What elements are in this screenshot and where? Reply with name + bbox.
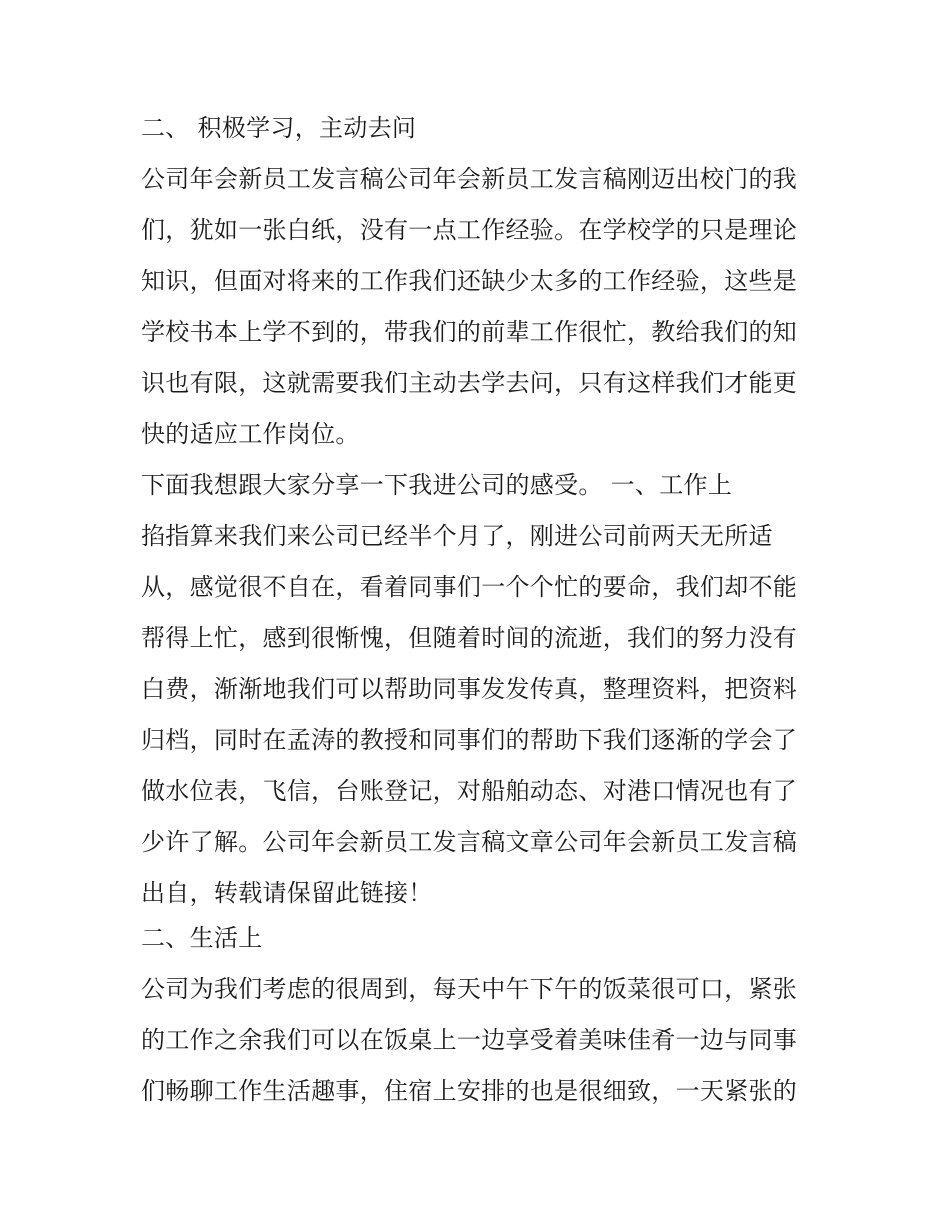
paragraph-line: 帮得上忙，感到很惭愧，但随着时间的流逝，我们的努力没有	[141, 624, 798, 652]
paragraph-line: 出自，转载请保留此链接！	[141, 879, 433, 907]
section-heading-life: 二、生活上	[141, 924, 263, 952]
section-heading-learning: 二、 积极学习，主动去问	[141, 114, 417, 142]
paragraph-line: 白费，渐渐地我们可以帮助同事发发传真，整理资料，把资料	[141, 675, 798, 703]
paragraph-line: 公司年会新员工发言稿公司年会新员工发言稿刚迈出校门的我	[141, 165, 798, 193]
paragraph-line: 公司为我们考虑的很周到，每天中午下午的饭菜很可口，紧张	[141, 975, 798, 1003]
paragraph-line-intro-work: 下面我想跟大家分享一下我进公司的感受。 一、工作上	[141, 471, 733, 499]
paragraph-line: 们，犹如一张白纸，没有一点工作经验。在学校学的只是理论	[141, 216, 798, 244]
paragraph-line: 的工作之余我们可以在饭桌上一边享受着美味佳肴一边与同事	[141, 1026, 798, 1054]
paragraph-line: 归档，同时在孟涛的教授和同事们的帮助下我们逐渐的学会了	[141, 726, 798, 754]
paragraph-line: 识也有限，这就需要我们主动去学去问，只有这样我们才能更	[141, 369, 798, 397]
paragraph-line: 知识，但面对将来的工作我们还缺少太多的工作经验，这些是	[141, 267, 798, 295]
paragraph-line: 快的适应工作岗位。	[141, 420, 360, 448]
paragraph-line: 们畅聊工作生活趣事，住宿上安排的也是很细致，一天紧张的	[141, 1077, 798, 1105]
paragraph-line: 从，感觉很不自在，看着同事们一个个忙的要命，我们却不能	[141, 573, 798, 601]
paragraph-line: 做水位表，飞信，台账登记，对船舶动态、对港口情况也有了	[141, 777, 798, 805]
paragraph-line: 少许了解。公司年会新员工发言稿文章公司年会新员工发言稿	[141, 828, 798, 856]
paragraph-line: 掐指算来我们来公司已经半个月了，刚进公司前两天无所适	[141, 522, 773, 550]
paragraph-line: 学校书本上学不到的，带我们的前辈工作很忙，教给我们的知	[141, 318, 798, 346]
